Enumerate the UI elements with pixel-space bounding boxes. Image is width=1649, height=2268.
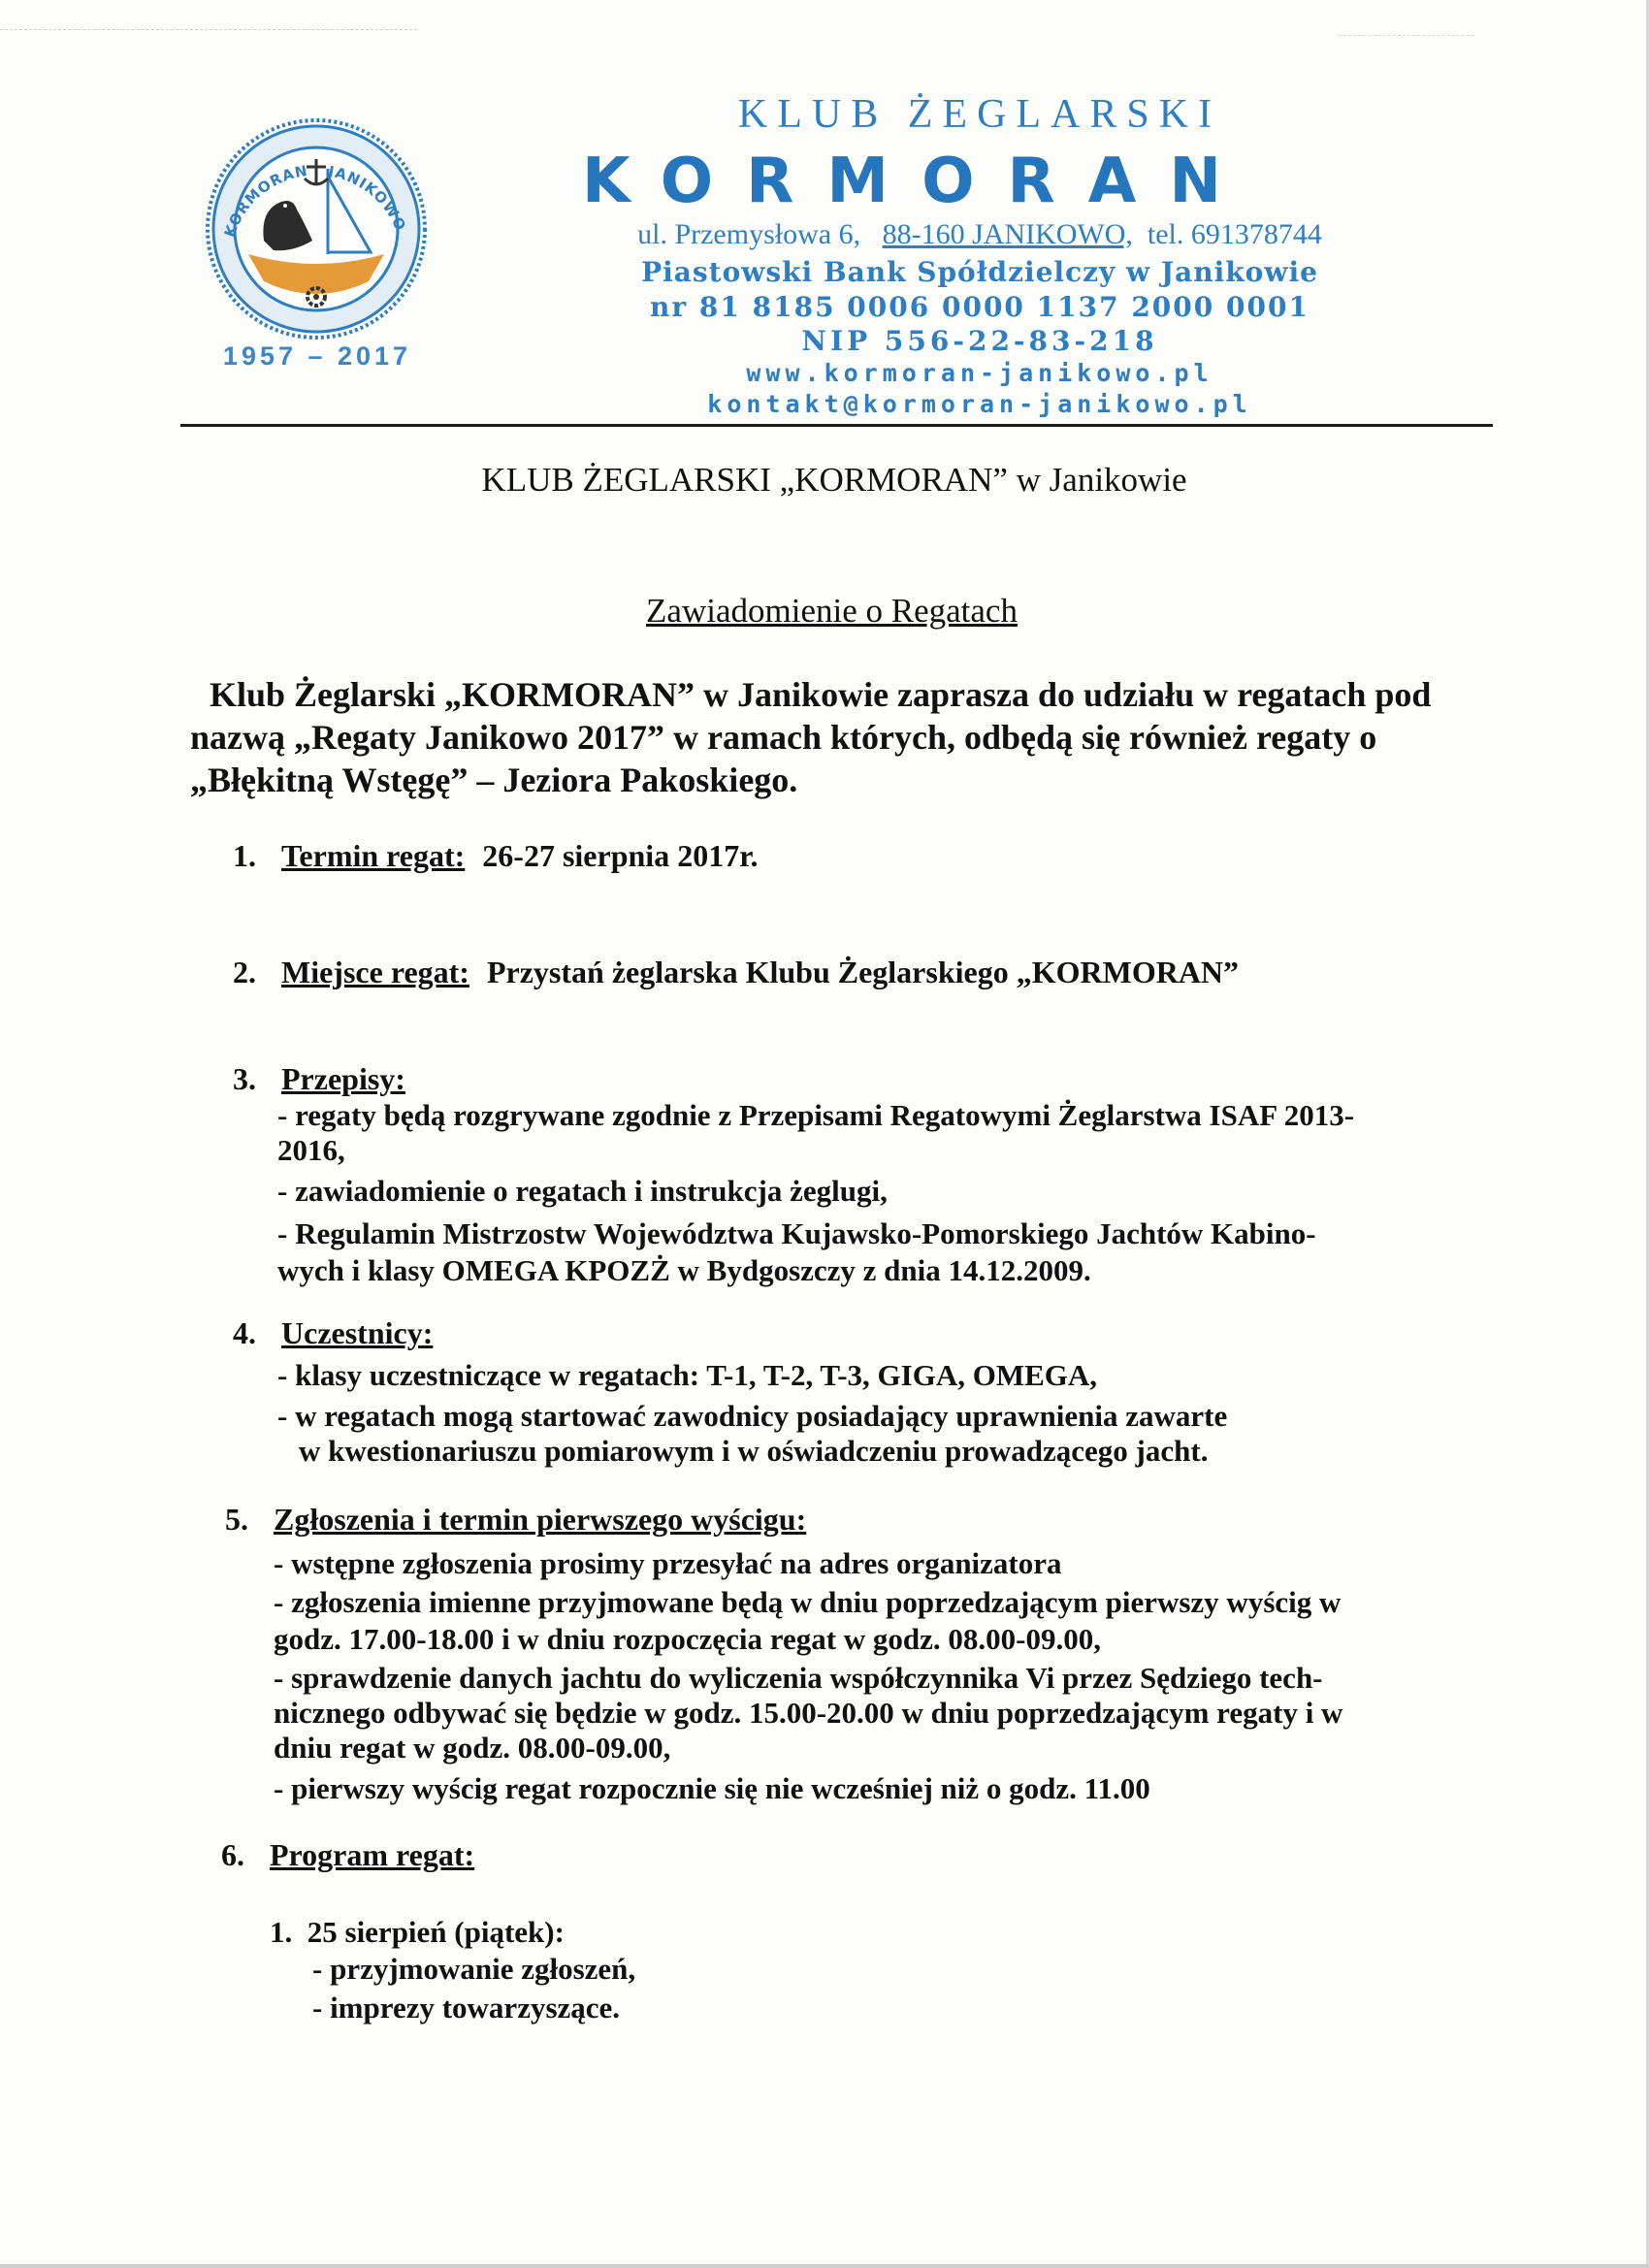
entries-line: - pierwszy wyścig regat rozpocznie się nie wcześniej niż o godz. 11.00	[274, 1771, 1150, 1805]
document-heading: KLUB ŻEGLARSKI „KORMORAN” w Janikowie	[481, 461, 1187, 499]
document-title: Zawiadomienie o Regatach	[646, 592, 1018, 630]
section-label: Zgłoszenia i termin pierwszego wyścigu:	[274, 1502, 807, 1537]
rules-line: - Regulamin Mistrzostw Województwa Kujawsko-Pomorskiego Jachtów Kabino-	[277, 1216, 1316, 1250]
address-phone: tel. 691378744	[1147, 218, 1322, 250]
section-program	[221, 1837, 474, 1873]
program-line: - przyjmowanie zgłoszeń,	[312, 1952, 636, 1986]
section-label: Przepisy:	[281, 1061, 405, 1096]
section-label: Termin regat:	[281, 838, 466, 873]
section-participants	[233, 1315, 433, 1351]
entries-line: dniu regat w godz. 08.00-09.00,	[274, 1731, 671, 1765]
club-logo	[204, 116, 429, 341]
club-label: KLUB ŻEGLARSKI	[737, 92, 1222, 137]
section-term	[233, 838, 758, 874]
logo-ring-text: KORMORAN	[220, 161, 309, 240]
section-number: 5.	[225, 1502, 248, 1537]
address-street: ul. Przemysłowa 6,	[637, 218, 861, 250]
bank-name: Piastowski Bank Spółdzielczy w Janikowie	[641, 256, 1318, 288]
section-entries	[225, 1502, 806, 1538]
section-label: Uczestnicy:	[281, 1315, 434, 1350]
tax-id: NIP 556-22-83-218	[801, 325, 1158, 357]
scan-artifact	[0, 29, 417, 30]
program-day-number: 1.	[270, 1915, 293, 1949]
program-day-label: 25 sierpień (piątek):	[307, 1915, 565, 1949]
section-label: Miejsce regat:	[281, 955, 469, 989]
program-day	[270, 1915, 565, 1950]
entries-line: - wstępne zgłoszenia prosimy przesyłać na adres organizatora	[274, 1546, 1062, 1580]
club-name: KORMORAN	[582, 146, 1254, 217]
scan-edge	[0, 2264, 1649, 2268]
entries-line: - zgłoszenia imienne przyjmowane będą w dniu poprzedzającym pierwszy wyścig w	[274, 1585, 1342, 1619]
section-label: Program regat:	[270, 1837, 475, 1872]
participants-line: w kwestionariuszu pomiarowym i w oświadczeniu prowadzącego jacht.	[299, 1434, 1209, 1468]
entries-line: nicznego odbywać się będzie w godz. 15.00-20.00 w dniu poprzedzającym regaty i w	[274, 1696, 1343, 1730]
participants-line: - klasy uczestniczące w regatach: T-1, T-2, T-3, GIGA, OMEGA,	[277, 1358, 1098, 1392]
section-rules	[233, 1061, 405, 1097]
rules-line: wych i klasy OMEGA KPOZŻ w Bydgoszczy z dnia 14.12.2009.	[277, 1253, 1091, 1287]
bank-account: nr 81 8185 0006 0000 1137 2000 0001	[650, 291, 1310, 323]
club-address	[543, 218, 1416, 251]
logo-ring-text: JANIKOWO	[327, 162, 410, 234]
rules-line: - regaty będą rozgrywane zgodnie z Przepisami Regatowymi Żeglarstwa ISAF 2013-	[277, 1098, 1355, 1132]
program-line: - imprezy towarzyszące.	[312, 1991, 621, 2025]
address-city: 88-160 JANIKOWO,	[882, 218, 1133, 250]
section-number: 1.	[233, 838, 256, 873]
intro-paragraph: Klub Żeglarski „KORMORAN” w Janikowie zaprasza do udziału w regatach pod nazwą „Regaty Janikowo 2017” w ramach których, odbędą się również regaty o „Błękitną Wstęgę” – Jeziora Pakoskiego.	[190, 675, 1432, 799]
entries-line: - sprawdzenie danych jachtu do wyliczenia współczynnika Vi przez Sędziego tech-	[274, 1661, 1323, 1695]
scan-artifact	[1339, 35, 1474, 36]
section-value: Przystań żeglarska Klubu Żeglarskiego „KORMORAN”	[486, 955, 1240, 989]
section-number: 3.	[233, 1061, 256, 1096]
entries-line: godz. 17.00-18.00 i w dniu rozpoczęcia regat w godz. 08.00-09.00,	[274, 1622, 1101, 1656]
website-link[interactable]: www.kormoran-janikowo.pl	[746, 359, 1213, 387]
section-number: 4.	[233, 1315, 256, 1350]
section-number: 2.	[233, 955, 256, 989]
rules-line: - zawiadomienie o regatach i instrukcja żeglugi,	[277, 1174, 888, 1208]
section-number: 6.	[221, 1837, 244, 1872]
section-venue	[233, 955, 1239, 990]
email-link[interactable]: kontakt@kormoran-janikowo.pl	[707, 390, 1252, 418]
letterhead-divider	[180, 424, 1493, 427]
logo-years: 1957 – 2017	[222, 341, 412, 371]
participants-line: - w regatach mogą startować zawodnicy posiadający uprawnienia zawarte	[277, 1399, 1228, 1433]
section-value: 26-27 sierpnia 2017r.	[482, 838, 759, 873]
rules-line: 2016,	[277, 1133, 345, 1167]
